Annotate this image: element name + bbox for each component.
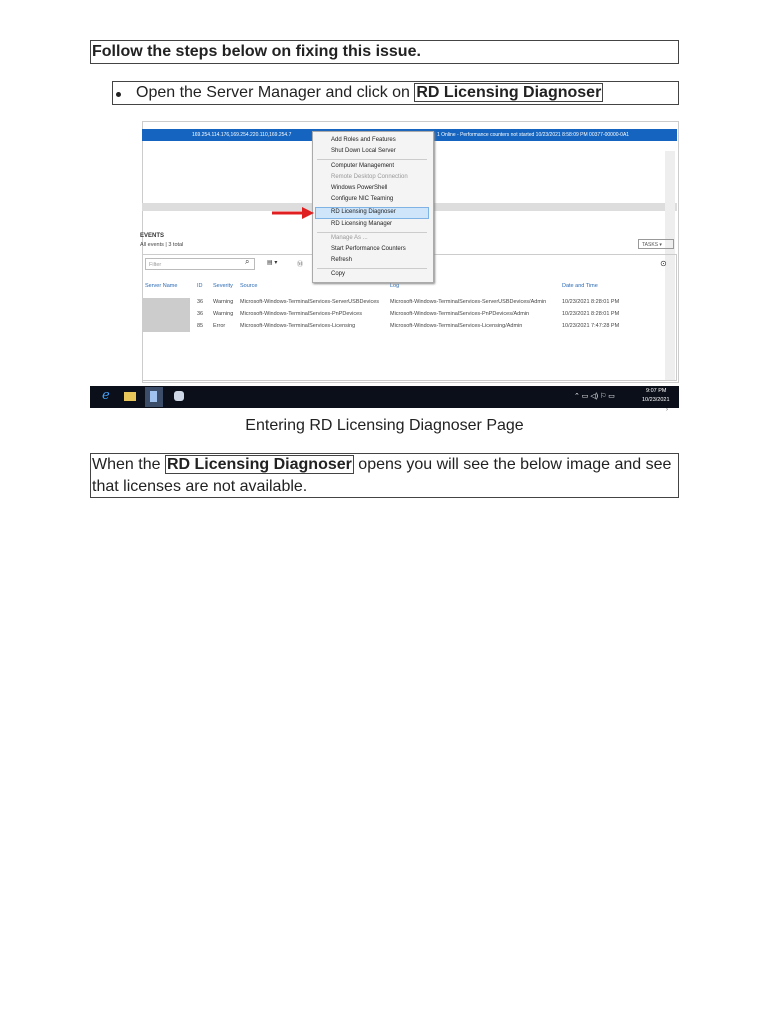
row2-severity: Warning [213, 311, 234, 317]
row1-source: Microsoft-Windows-TerminalServices-ServerUSBDevices [240, 299, 380, 305]
row1-log: Microsoft-Windows-TerminalServices-ServerUSBDevices/Admin [390, 299, 547, 305]
events-title: EVENTS [140, 233, 165, 239]
clock-time[interactable]: 9:07 PM [646, 388, 667, 394]
bullet-text [136, 82, 603, 104]
col-source[interactable]: Source [240, 283, 258, 289]
menu-item-rd-licensing-manager[interactable]: RD Licensing Manager [331, 221, 393, 227]
menu-item-shut-down[interactable]: Shut Down Local Server [331, 148, 396, 154]
menu-item-remote-desktop[interactable]: Remote Desktop Connection [331, 174, 408, 180]
menu-item-rd-licensing-diagnoser[interactable]: RD Licensing Diagnoser [331, 209, 396, 215]
filter-input[interactable]: Filter [145, 258, 255, 270]
remote-desktop-icon[interactable] [174, 391, 184, 401]
server-manager-screenshot [90, 121, 679, 415]
col-severity[interactable]: Severity [213, 283, 233, 289]
search-icon[interactable]: ⌕ [245, 257, 250, 266]
menu-item-powershell[interactable]: Windows PowerShell [331, 185, 388, 191]
row3-id: 85 [197, 323, 204, 329]
list-view-icon[interactable]: ▤ ▾ [267, 260, 278, 266]
row2-date: 10/23/2021 8:28:01 PM [562, 311, 620, 317]
clock-date[interactable]: 10/23/2021 [642, 397, 670, 403]
col-log[interactable]: Log [390, 283, 400, 289]
bullet-prefix: Open the Server Manager and click on [136, 84, 415, 101]
menu-item-start-perf-counters[interactable]: Start Performance Counters [331, 246, 406, 252]
paragraph-suffix: opens you will see the below image and see that licenses are not available. [92, 456, 672, 495]
col-date-time[interactable]: Date and Time [562, 283, 598, 289]
col-server-name[interactable]: Server Name [145, 283, 178, 289]
menu-item-computer-management[interactable]: Computer Management [331, 163, 395, 169]
menu-item-manage-as[interactable]: Manage As ... [331, 235, 368, 241]
section-heading: Follow the steps below on fixing this issue. [90, 40, 679, 64]
server-ip-text: 169.254.114.176,169.254.220.110,169.254.7 [192, 132, 292, 138]
bullet-bold-term: RD Licensing Diagnoser [416, 84, 602, 101]
tasks-dropdown[interactable]: TASKS ▾ [638, 239, 674, 249]
windows-taskbar [90, 386, 679, 408]
internet-explorer-icon[interactable]: e [102, 388, 110, 403]
server-status-text: 1 Online - Performance counters not started 10/23/2021 8:58:09 PM 00377-00000-0A1 [437, 132, 630, 138]
row1-severity: Warning [213, 299, 234, 305]
scroll-right-icon[interactable]: › [666, 407, 668, 413]
row3-date: 10/23/2021 7:47:28 PM [562, 323, 620, 329]
context-menu [312, 131, 434, 283]
menu-separator [317, 159, 427, 160]
figure-caption: Entering RD Licensing Diagnoser Page [245, 417, 524, 434]
paragraph-bold-term: RD Licensing Diagnoser [166, 456, 352, 473]
system-tray-icons[interactable]: ⌃ ▭ ◁) ⚐ ▭ [574, 393, 615, 400]
instruction-bullet [112, 81, 679, 105]
row3-source: Microsoft-Windows-TerminalServices-Licensing [240, 323, 356, 329]
result-paragraph [90, 453, 679, 498]
menu-item-copy[interactable]: Copy [331, 271, 346, 277]
expand-icon[interactable]: ⊙ [660, 259, 667, 268]
paragraph-prefix: When the [92, 456, 165, 473]
red-arrow-icon [272, 207, 314, 219]
menu-item-nic-teaming[interactable]: Configure NIC Teaming [331, 196, 394, 202]
menu-separator [317, 268, 427, 269]
file-explorer-icon[interactable] [124, 392, 136, 401]
server-manager-glyph [150, 391, 157, 402]
row3-severity: Error [213, 323, 226, 329]
bullet-dot [116, 92, 121, 97]
menu-item-add-roles[interactable]: Add Roles and Features [331, 137, 396, 143]
menu-options-icon[interactable]: Ⓜ [297, 262, 304, 268]
row3-log: Microsoft-Windows-TerminalServices-Licensing/Admin [390, 323, 523, 329]
tasks-label: TASKS [642, 242, 659, 248]
row2-source: Microsoft-Windows-TerminalServices-PnPDevices [240, 311, 362, 317]
row2-log: Microsoft-Windows-TerminalServices-PnPDevices/Admin [390, 311, 530, 317]
server-name-redacted [142, 298, 190, 332]
row2-id: 36 [197, 311, 204, 317]
events-subtitle: All events | 3 total [140, 242, 184, 248]
row1-id: 36 [197, 299, 204, 305]
menu-item-refresh[interactable]: Refresh [331, 257, 353, 263]
menu-separator [317, 232, 427, 233]
row1-date: 10/23/2021 8:28:01 PM [562, 299, 620, 305]
col-id[interactable]: ID [197, 283, 203, 289]
